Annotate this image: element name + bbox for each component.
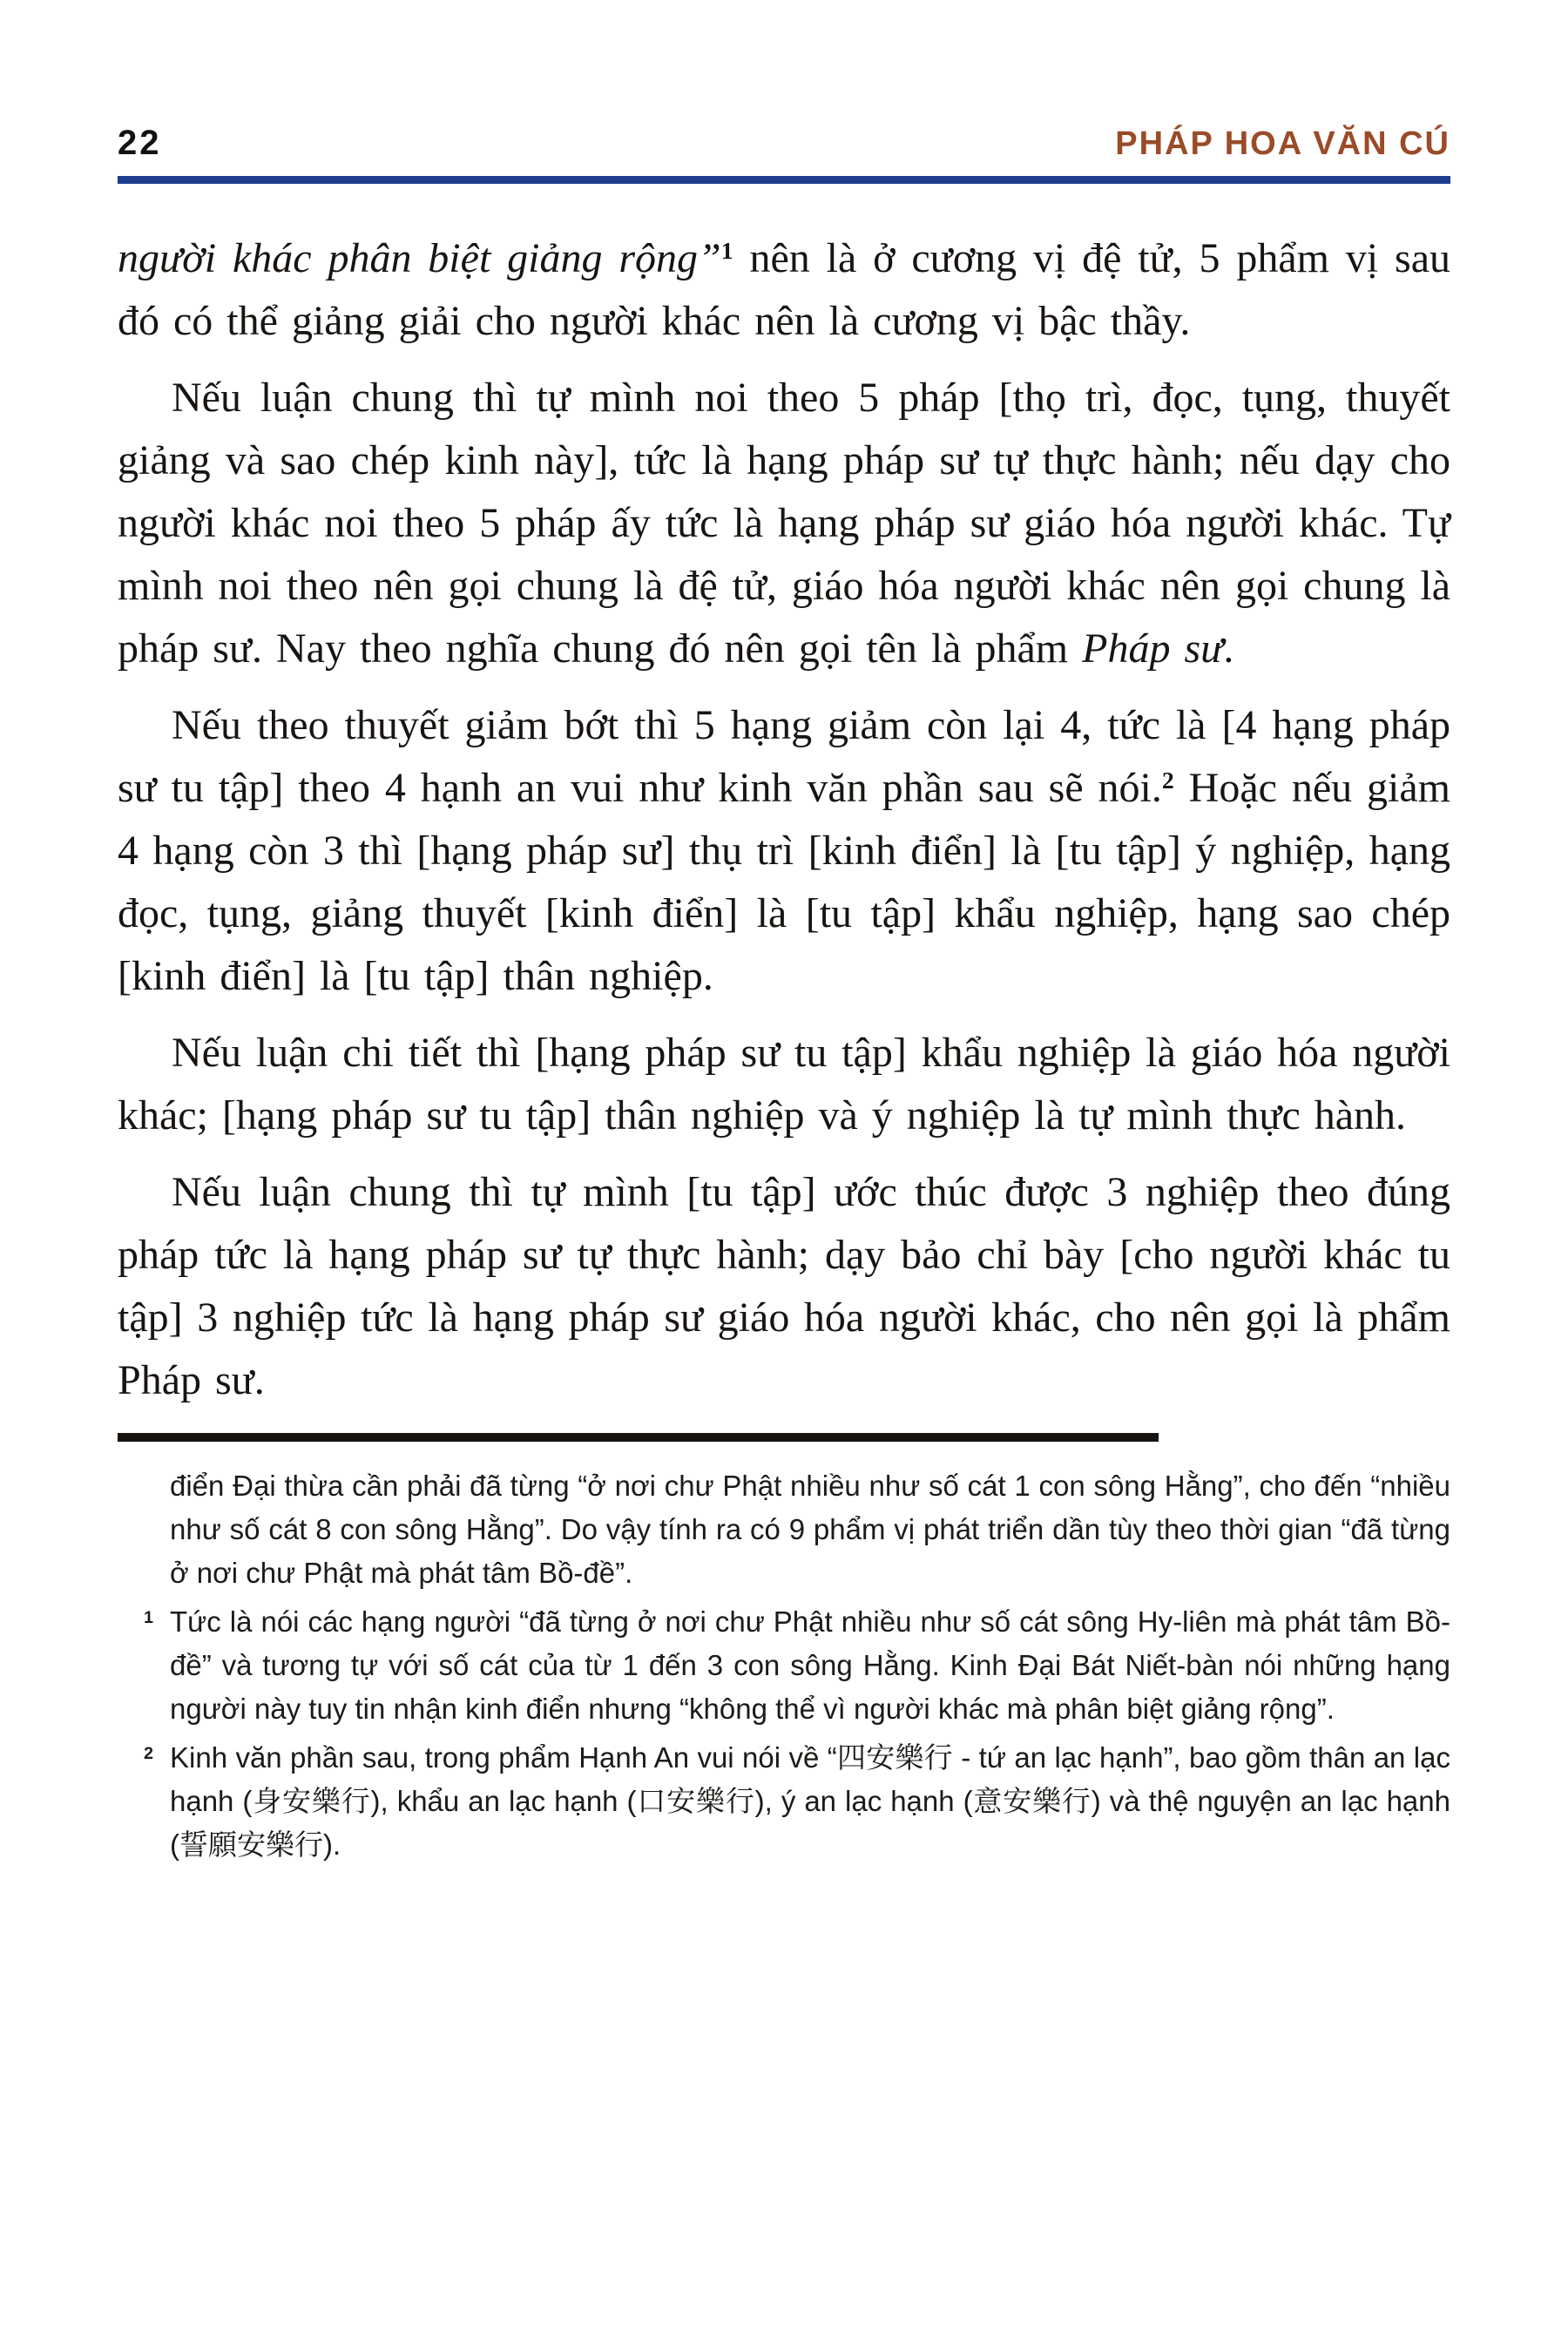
page-number: 22 bbox=[118, 124, 162, 162]
text-segment: . bbox=[1223, 625, 1234, 672]
text-segment: Hoặc nếu giảm 4 hạng còn 3 thì [hạng pháp sư] thụ trì [kinh điển] là [tu tập] ý nghiệp, hạng đọc, tụng, giảng thuyết [kinh điển] là [tu tập] khẩu nghiệp, hạng sao chép [kinh điển] là [tu tập] thân nghiệp. bbox=[118, 765, 1450, 999]
footnote-1: $^1$ Tức là nói các hạng người “đã từng ở nơi chư Phật nhiều như số cát sông Hy-liên mà phát tâm Bồ-đề” và tương tự với số cát của từ 1 đến 3 con sông Hằng. Kinh Đại Bát Niết-bàn nói những hạng người này tuy tin nhận kinh điển nhưng “không thể vì người khác mà phân biệt giảng rộng”. bbox=[144, 1605, 1450, 1725]
paragraph bbox=[118, 1022, 1450, 1147]
paragraph bbox=[118, 227, 1450, 353]
footnote-separator bbox=[118, 1433, 1159, 1442]
text-segment: người khác phân biệt giảng rộng” bbox=[118, 235, 721, 281]
text-segment: Nếu luận chi tiết thì [hạng pháp sư tu tập] khẩu nghiệp là giáo hóa người khác; [hạng pháp sư tu tập] thân nghiệp và ý nghiệp là tự mình thực hành. bbox=[118, 1030, 1450, 1139]
text-segment: Nếu theo thuyết giảm bớt thì 5 hạng giảm còn lại 4, tức là [4 hạng pháp sư tu tập] theo 4 hạnh an vui như kinh văn phần sau sẽ nói. bbox=[118, 702, 1450, 811]
text-segment: Nếu luận chung thì tự mình [tu tập] ước thúc được 3 nghiệp theo đúng pháp tức là hạng pháp sư tự thực hành; dạy bảo chỉ bày [cho người khác tu tập] 3 nghiệp tức là hạng pháp sư giáo hóa người khác, cho nên gọi là phẩm Pháp sư. bbox=[118, 1169, 1450, 1403]
footnote-reference: 1 bbox=[720, 237, 733, 265]
text-segment: nên là ở cương vị đệ tử, 5 phẩm vị sau đó có thể giảng giải cho người khác nên là cương vị bậc thầy. bbox=[118, 235, 1450, 344]
body-text bbox=[118, 227, 1450, 1412]
running-title: PHÁP HOA VĂN CÚ bbox=[1115, 125, 1450, 162]
text-segment: Nếu luận chung thì tự mình noi theo 5 pháp [thọ trì, đọc, tụng, thuyết giảng và sao chép kinh này], tức là hạng pháp sư tự thực hành; nếu dạy cho người khác noi theo 5 pháp ấy tức là hạng pháp sư giáo hóa người khác. Tự mình noi theo nên gọi chung là đệ tử, giáo hóa người khác nên gọi chung là pháp sư. Nay theo nghĩa chung đó nên gọi tên là phẩm bbox=[118, 375, 1450, 672]
footnote-2: $^2$ Kinh văn phần sau, trong phẩm Hạnh An vui nói về “四安樂行 - tứ an lạc hạnh”, bao gồm thân an lạc hạnh (身安樂行), khẩu an lạc hạnh (口安樂行), ý an lạc hạnh (意安樂行) và thệ nguyện an lạc hạnh (誓願安樂行). bbox=[144, 1741, 1450, 1861]
footnotes bbox=[144, 1464, 1450, 1867]
text-segment: Pháp sư bbox=[1082, 625, 1224, 672]
footnote-text: Kinh văn phần sau, trong phẩm Hạnh An vui nói về “四安樂行 - tứ an lạc hạnh”, bao gồm thân an lạc hạnh (身安樂行), khẩu an lạc hạnh (口安樂行), ý an lạc hạnh (意安樂行) và thệ nguyện an lạc hạnh (誓願安樂行). bbox=[170, 1741, 1450, 1861]
footnote-reference: 2 bbox=[1161, 767, 1174, 794]
header-rule bbox=[118, 176, 1450, 184]
footnote-text: Tức là nói các hạng người “đã từng ở nơi chư Phật nhiều như số cát sông Hy-liên mà phát tâm Bồ-đề” và tương tự với số cát của từ 1 đến 3 con sông Hằng. Kinh Đại Bát Niết-bàn nói những hạng người này tuy tin nhận kinh điển nhưng “không thể vì người khác mà phân biệt giảng rộng”. bbox=[170, 1605, 1450, 1725]
page-header bbox=[118, 0, 1450, 160]
paragraph bbox=[118, 1161, 1450, 1412]
paragraph bbox=[118, 694, 1450, 1008]
footnote-text: điển Đại thừa cần phải đã từng “ở nơi chư Phật nhiều như số cát 1 con sông Hằng”, cho đến “nhiều như số cát 8 con sông Hằng”. Do vậy tính ra có 9 phẩm vị phát triển dần tùy theo thời gian “đã từng ở nơi chư Phật mà phát tâm Bồ-đề”. bbox=[170, 1470, 1450, 1589]
paragraph bbox=[118, 367, 1450, 680]
footnote-continuation bbox=[144, 1464, 1450, 1595]
